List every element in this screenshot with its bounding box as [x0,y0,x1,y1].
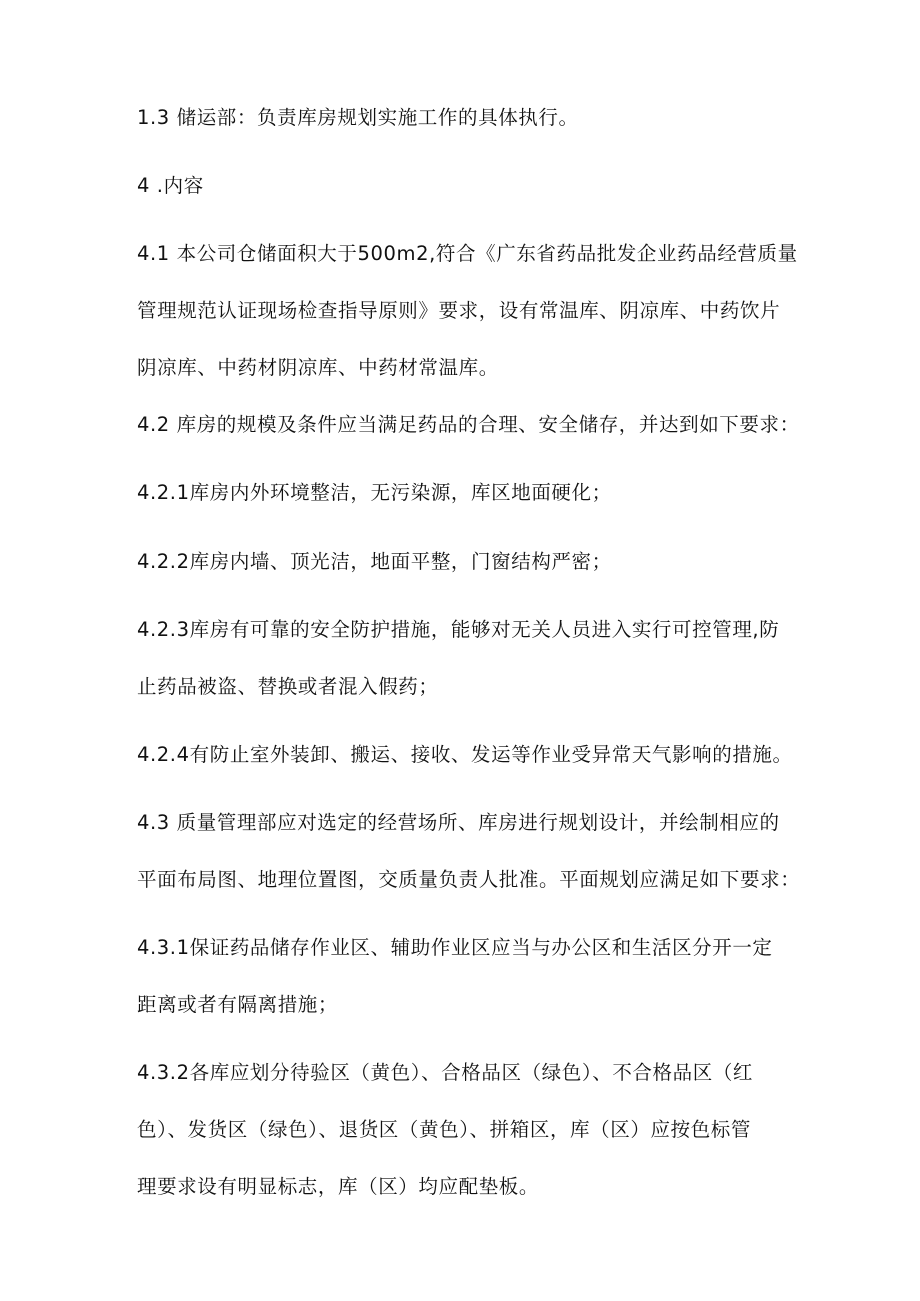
text-line: 4.3 质量管理部应对选定的经营场所、库房进行规划设计，并绘制相应的 [137,811,780,834]
text-line: 止药品被盗、替换或者混入假药； [137,675,439,698]
paragraph-4-2 [137,396,800,453]
paragraph-4-1 [137,225,797,396]
text-line: 4.2.1库房内外环境整洁，无污染源，库区地面硬化； [137,481,612,504]
text-line: 距离或者有隔离措施； [137,993,339,1016]
paragraph-4-3-2 [137,1044,797,1215]
text-line: 1.3 储运部：负责库房规划实施工作的具体执行。 [137,106,579,129]
paragraph-4-2-1 [137,464,797,521]
paragraph-4-2-2 [137,533,797,590]
paragraph-4-heading [137,157,797,214]
paragraph-4-2-3 [137,601,797,715]
text-line: 4.3.1保证药品储存作业区、辅助作业区应当与办公区和生活区分开一定 [137,936,773,959]
text-line: 平面布局图、地理位置图，交质量负责人批准。平面规划应满足如下要求： [137,868,801,891]
paragraph-4-2-4 [137,726,797,783]
text-line: 阴凉库、中药材阴凉库、中药材常温库。 [137,356,499,379]
text-line: 4.1 本公司仓储面积大于500m2,符合《广东省药品批发企业药品经营质量 [137,242,798,265]
text-line: 4.2 库房的规模及条件应当满足药品的合理、安全储存，并达到如下要求： [137,413,800,436]
paragraph-1-3 [137,89,797,146]
paragraph-4-3 [137,794,801,908]
text-line: 4 .内容 [137,174,204,197]
text-line: 4.3.2各库应划分待验区（黄色）、合格品区（绿色）、不合格品区（红 [137,1061,754,1084]
paragraph-4-3-1 [137,919,797,1033]
text-line: 4.2.2库房内墙、顶光洁，地面平整，门窗结构严密； [137,550,612,573]
text-line: 4.2.3库房有可靠的安全防护措施，能够对无关人员进入实行可控管理,防 [137,618,780,641]
text-line: 4.2.4有防止室外装卸、搬运、接收、发运等作业受异常天气影响的措施。 [137,743,793,766]
text-line: 色）、发货区（绿色）、退货区（黄色）、拼箱区，库（区）应按色标管 [137,1118,751,1141]
text-line: 理要求设有明显标志，库（区）均应配垫板。 [137,1175,540,1198]
text-line: 管理规范认证现场检查指导原则》要求，设有常温库、阴凉库、中药饮片 [137,299,781,322]
